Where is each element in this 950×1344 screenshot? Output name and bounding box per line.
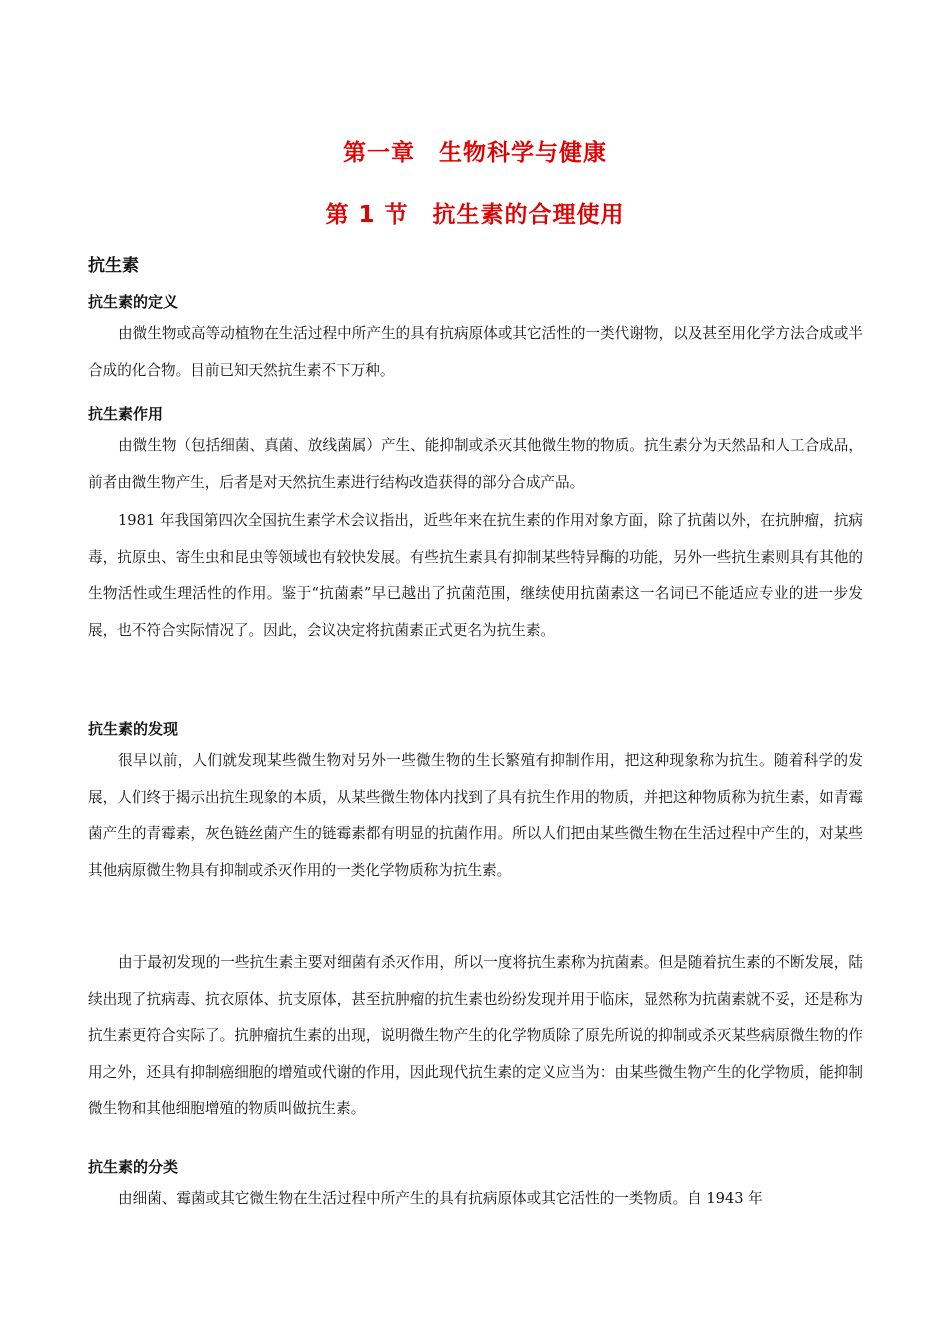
paragraph-discovery-2: 由于最初发现的一些抗生素主要对细菌有杀灭作用，所以一度将抗生素称为抗菌素。但是随着抗生素的不断发展，陆续出现了抗病毒、抗衣原体、抗支原体，甚至抗肿瘤的抗生素也纷纷发现并用于临床，显然称为抗菌素就不妥，还是称为抗生素更符合实际了。抗肿瘤抗生素的出现，说明微生物产生的化学物质除了原先所说的抑制或杀灭某些病原微生物的作用之外，还具有抑制癌细胞的增殖或代谢的作用，因此现代抗生素的定义应当为：由某些微生物产生的化学物质，能抑制微生物和其他细胞增殖的物质叫做抗生素。 [88, 954, 863, 1118]
paragraph-function-1: 由微生物（包括细菌、真菌、放线菌属）产生、能抑制或杀灭其他微生物的物质。抗生素分为天然品和人工合成品，前者由微生物产生，后者是对天然抗生素进行结构改造获得的部分合成产品。 [88, 437, 863, 491]
paragraph-definition: 由微生物或高等动植物在生活过程中所产生的具有抗病原体或其它活性的一类代谢物，以及甚至用化学方法合成或半合成的化合物。目前已知天然抗生素不下万种。 [88, 325, 863, 379]
paragraph-function-2: 1981 年我国第四次全国抗生素学术会议指出，近些年来在抗生素的作用对象方面，除了抗菌以外，在抗肿瘤，抗病毒，抗原虫、寄生虫和昆虫等领域也有较快发展。有些抗生素具有抑制某些特异酶的功能，另外一些抗生素则具有其他的生物活性或生理活性的作用。鉴于“抗菌素”早已越出了抗菌范围，继续使用抗菌素这一名词已不能适应专业的进一步发展，也不符合实际情况了。因此，会议决定将抗菌素正式更名为抗生素。 [88, 512, 863, 639]
main-heading: 抗生素 [88, 256, 139, 276]
subheading-definition: 抗生素的定义 [88, 293, 179, 311]
paragraph-classification: 由细菌、霉菌或其它微生物在生活过程中所产生的具有抗病原体或其它活性的一类物质。自 1943 年 [118, 1190, 763, 1207]
chapter-title: 第一章 生物科学与健康 [343, 140, 607, 166]
subheading-classification: 抗生素的分类 [88, 1158, 179, 1176]
section-title: 第 1 节 抗生素的合理使用 [325, 202, 625, 228]
subheading-discovery: 抗生素的发现 [88, 720, 179, 738]
paragraph-discovery-1: 很早以前，人们就发现某些微生物对另外一些微生物的生长繁殖有抑制作用，把这种现象称为抗生。随着科学的发展，人们终于揭示出抗生现象的本质，从某些微生物体内找到了具有抗生作用的物质，并把这种物质称为抗生素，如青霉菌产生的青霉素，灰色链丝菌产生的链霉素都有明显的抗菌作用。所以人们把由某些微生物在生活过程中产生的，对某些其他病原微生物具有抑制或杀灭作用的一类化学物质称为抗生素。 [88, 752, 863, 879]
subheading-function: 抗生素作用 [88, 405, 164, 423]
